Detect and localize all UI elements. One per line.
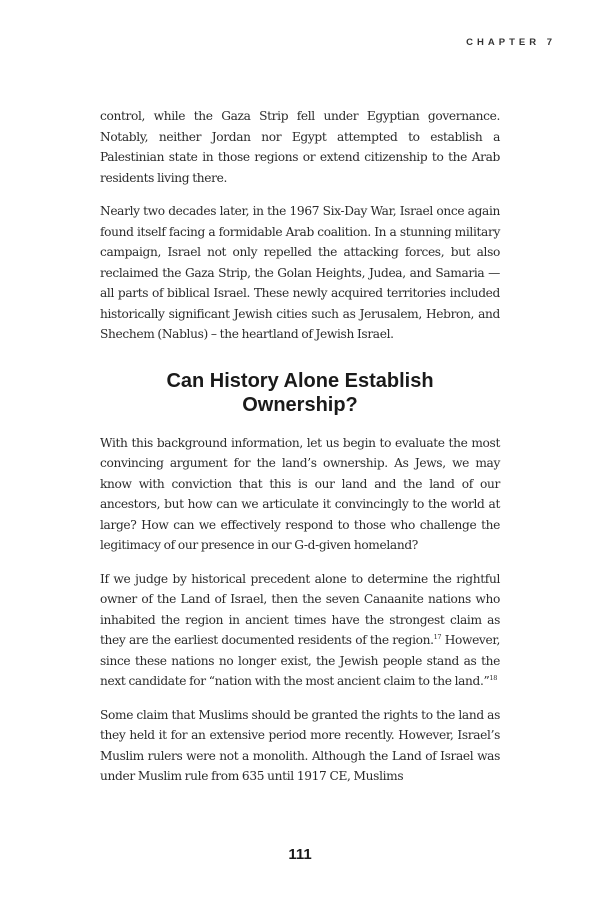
section-heading: [100, 369, 500, 417]
paragraph-2: Nearly two decades later, in the 1967 Six-Day War, Israel once again found itself facing a formidable Arab coalition. In a stunning military campaign, Israel not only repelled the attacking forces, but also reclaimed the Gaza Strip, the Golan Heights, Judea, and Samaria — all parts of biblical Israel. These newly acquired territories included historically significant Jewish cities such as Jerusalem, Hebron, and Shechem (Nablus) – the heartland of Jewish Israel.: [100, 204, 500, 341]
page-body: [100, 106, 500, 800]
paragraph-3: With this background information, let us begin to evaluate the most convincing argument for the land’s ownership. As Jews, we may know with conviction that this is our land and the land of our ancestors, but how can we articulate it convincingly to the world at large? How can we effectively respond to those who challenge the legitimacy of our presence in our G-d-given homeland?: [100, 435, 500, 552]
section-heading-line-1: Can History Alone Establish: [166, 369, 434, 392]
paragraph-5: Some claim that Muslims should be granted the rights to the land as they held it for an extensive period more recently. However, Israel’s Muslim rulers were not a monolith. Although the Land of Israel was under Muslim rule from 635 until 1917 CE, Muslims: [100, 707, 500, 783]
running-head: CHAPTER 7: [466, 37, 556, 48]
paragraph-4-text-a: If we judge by historical precedent alone to determine the rightful owner of the Land of Israel, then the seven Canaanite nations who inhabited the region in ancient times have the strongest claim as they are the earliest documented residents of the region.: [100, 571, 500, 647]
page-number: 111: [288, 846, 312, 863]
paragraph-4-text-b: However, since these nations no longer exist, the Jewish people stand as the next candidate for “nation with the most ancient claim to the land.”: [100, 633, 500, 688]
paragraph-4: [100, 569, 500, 692]
section-heading-line-2: Ownership?: [242, 393, 358, 416]
footnote-ref-18[interactable]: 18: [489, 673, 497, 682]
footnote-ref-17[interactable]: 17: [433, 632, 442, 641]
paragraph-1: control, while the Gaza Strip fell under Egyptian governance. Notably, neither Jordan nor Egypt attempted to establish a Palestinian state in those regions or extend citizenship to the Arab residents living there.: [100, 109, 500, 185]
